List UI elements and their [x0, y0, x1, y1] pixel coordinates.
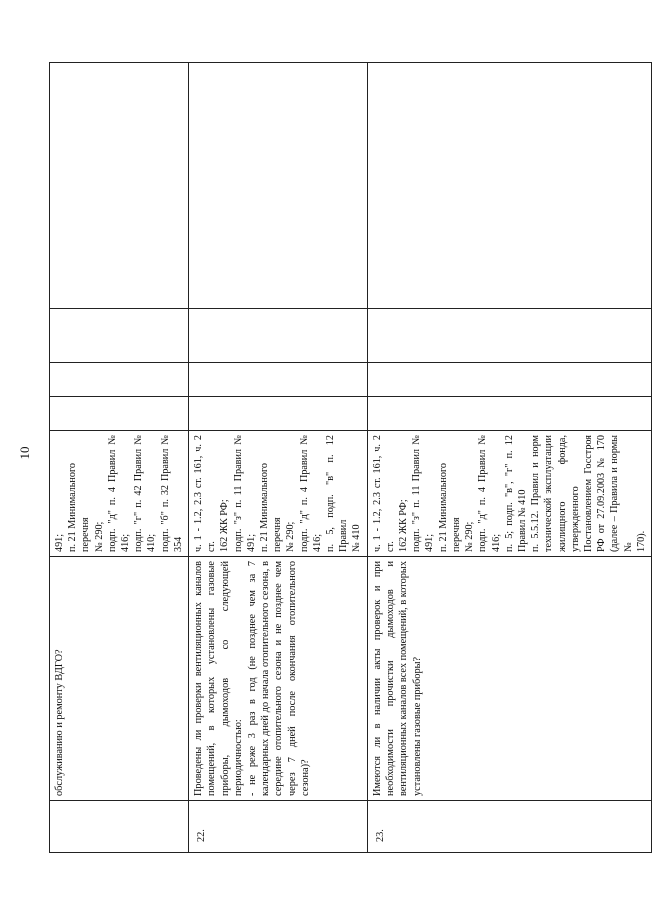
ref-line: ч. 1 - 1.2, 2.3 ст. 161, ч. 2 ст. — [193, 435, 218, 552]
row-number: 22. — [189, 801, 368, 853]
empty-cell — [50, 63, 189, 309]
table-row — [367, 63, 651, 853]
empty-cell — [189, 363, 368, 397]
ref-line: № 290; — [285, 521, 297, 552]
ref-line: 491; — [54, 533, 65, 552]
row-number — [50, 801, 189, 853]
ref-line: 491; — [424, 533, 436, 552]
empty-cell — [367, 63, 651, 309]
empty-cell — [50, 397, 189, 431]
legal-references — [189, 431, 368, 557]
ref-line: (далее – Правила и нормы № — [609, 435, 634, 552]
empty-cell — [189, 397, 368, 431]
ref-line: п. 5.5.12. Правил и норм — [530, 435, 542, 552]
ref-line: п. 21 Минимального перечня — [259, 463, 284, 552]
legal-references — [367, 431, 651, 557]
question-text: Проведены ли проверки вентиляционных каналов помещений, в которых установлены газовые приборы, дымоходов со следующей периодичностью: - не реже 3 раз в год (не позднее чем за 7 календарных дней до начала отопительного сезона, в середине отопительного сезона и не позднее чем через 7 дней после окончания отопительного сезона)? — [189, 557, 368, 801]
empty-cell — [50, 363, 189, 397]
page-number: 10 — [17, 446, 32, 460]
ref-line: п. 5, подп. "в" п. 12 Правил — [325, 435, 350, 552]
ref-line: подп. "з" п. 11 Правил № — [411, 435, 423, 552]
table-row — [189, 63, 368, 853]
ref-line: 170). — [635, 530, 647, 552]
inspection-table — [49, 62, 652, 853]
ref-line: 162 ЖК РФ; — [398, 499, 410, 552]
table-row — [50, 63, 189, 853]
empty-cell — [189, 309, 368, 363]
ref-line: ч. 1 - 1.2, 2.3 ст. 161, ч. 2 ст. — [371, 435, 396, 552]
question-text: обслуживанию и ремонту ВДГО? — [50, 557, 189, 801]
ref-line: № 410 — [351, 524, 363, 552]
empty-cell — [189, 63, 368, 309]
ref-line: подп. "з" п. 11 Правил № — [232, 435, 244, 552]
ref-line: Правил № 410 — [516, 489, 528, 552]
ref-line: РФ от 27.09.2003 № 170 — [596, 435, 608, 552]
ref-line: 354 — [172, 536, 184, 552]
ref-line: п. 21 Минимального перечня — [67, 463, 92, 552]
ref-line: подп. "д" п. 4 Правил № 416; — [298, 435, 323, 552]
rotated-table-container — [49, 63, 647, 853]
ref-line: подп. "г" п. 42 Правил № — [133, 435, 145, 552]
empty-cell — [367, 397, 651, 431]
empty-cell — [367, 363, 651, 397]
ref-line: Постановлением Госстроя — [582, 435, 594, 552]
ref-line: подп. "б" п. 32 Правил № — [159, 435, 171, 552]
ref-line: 491; — [245, 533, 257, 552]
ref-line: п. 5; подп. "в", "г" п. 12 — [503, 435, 515, 552]
ref-line: п. 21 Минимального перечня — [437, 463, 462, 552]
empty-cell — [50, 309, 189, 363]
ref-line: 162 ЖК РФ; — [219, 499, 231, 552]
ref-line: жилищного фонда, — [556, 435, 568, 552]
question-text: Имеются ли в наличии акты проверок и при необходимости прочистки дымоходов и вентиляционных каналов всех помещений, в которых установлены газовые приборы? — [367, 557, 651, 801]
ref-line: 410; — [146, 533, 158, 552]
empty-cell — [367, 309, 651, 363]
ref-line: № 290; — [464, 521, 476, 552]
ref-line: № 290; — [93, 521, 105, 552]
ref-line: подп. "д" п. 4 Правил № 416; — [106, 435, 132, 552]
ref-line: технической эксплуатации — [543, 435, 555, 552]
ref-line: утвержденного — [569, 486, 581, 552]
ref-line: подп. "д" п. 4 Правил № 416; — [477, 435, 502, 552]
legal-references — [50, 431, 189, 557]
row-number: 23. — [367, 801, 651, 853]
